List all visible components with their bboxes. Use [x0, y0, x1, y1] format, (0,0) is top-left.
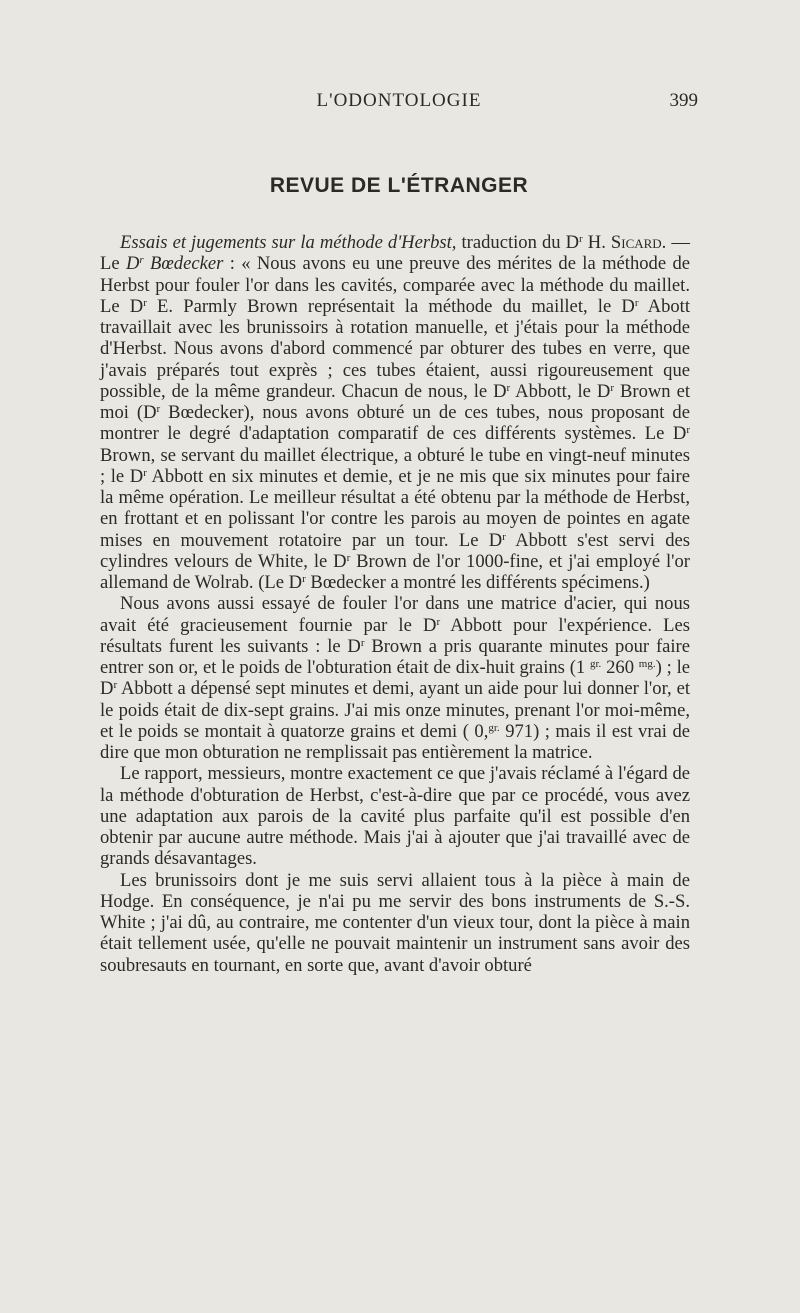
- paragraph-4: Les brunissoirs dont je me suis servi allaient tous à la pièce à main de Hodge. En conséquence, je n'ai pu me servir des bons instruments de S.-S. White ; j'ai dû, au contraire, me contenter d'un vieux tour, dont la pièce à main était tellement usée, qu'elle ne pouvait maintenir un instrument sans avoir des soubresauts en tournant, en sorte que, avant d'avoir obturé: [100, 869, 690, 976]
- article-body: [100, 232, 690, 976]
- page-number: 399: [669, 90, 698, 111]
- journal-title: L'ODONTOLOGIE: [316, 90, 482, 111]
- author-name: Bœdecker: [143, 253, 224, 275]
- paragraph-3: Le rapport, messieurs, montre exactement ce que j'avais réclamé à l'égard de la méthode d'obturation de Herbst, c'est-à-dire que par ce procédé, vous avez une adaptation aux parois de la cavité plus parfaite qu'il est possible d'en obtenir par aucune autre méthode. Mais j'ai à ajouter que j'ai travaillé avec de grands désavantages.: [100, 763, 690, 870]
- article-title: Essais et jugements sur la méthode d'Herbst,: [120, 232, 457, 253]
- paragraph-1: Essais et jugements sur la méthode d'Herbst, traduction du $D^r$ H. Sicard. — Le $D^r$ Bœdecker : « Nous avons eu une preuve des mérites de la méthode de Herbst pour fouler l'or dans les cavités, comparée avec la méthode du maillet. Le $D^r$ E. Parmly Brown représentait la méthode du maillet, le $D^r$ Abott travaillait avec les brunissoirs à rotation manuelle, et j'étais pour la méthode d'Herbst. Nous avons d'abord commencé par obturer des tubes en verre, que j'avais préparés tout exprès ; ces tubes étaient, aussi rigoureusement que possible, de la même grandeur. Chacun de nous, le $D^r$ Abbott, le $D^r$ Brown et moi ($D^r$ Bœdecker), nous avons obturé un de ces tubes, nous proposant de montrer le degré d'adaptation comparatif de ces différents systèmes. Le $D^r$ Brown, se servant du maillet électrique, a obturé le tube en vingt-neuf minutes ; le $D^r$ Abbott en six minutes et demie, et je ne mis que six minutes pour faire la même opération. Le meilleur résultat a été obtenu par la méthode de Herbst, en frottant et en polissant l'or contre les parois au moyen de pointes en agate mises en mouvement rotatoire par un tour. Le $D^r$ Abbott s'est servi des cylindres velours de White, le $D^r$ Brown de l'or 1000-fine, et j'ai employé l'or allemand de Wolrab. (Le $D^r$ Bœdecker a montré les différents spécimens.): [100, 232, 691, 593]
- running-head: [100, 90, 698, 114]
- paragraph-2: Nous avons aussi essayé de fouler l'or dans une matrice d'acier, qui nous avait été gracieusement fournie par le $D^r$ Abbott pour l'expérience. Les résultats furent les suivants : le $D^r$ Brown a pris quarante minutes pour faire entrer son or, et le poids de l'obturation était de dix-huit grains (1 $^{gr.}$ 260 $^{mg.}$) ; le $D^r$ Abbott a dépensé sept minutes et demi, ayant un aide pour lui donner l'or, et le poids était de dix-sept grains. J'ai mis onze minutes, prenant l'or moi-même, et le poids se montait à quatorze grains et demi ( 0,$^{gr.}$ 971) ; mais il est vrai de dire que mon obturation ne remplissait pas entièrement la matrice.: [100, 593, 691, 763]
- section-title: REVUE DE L'ÉTRANGER: [269, 174, 529, 197]
- translator-name: H. Sicard.: [582, 232, 667, 253]
